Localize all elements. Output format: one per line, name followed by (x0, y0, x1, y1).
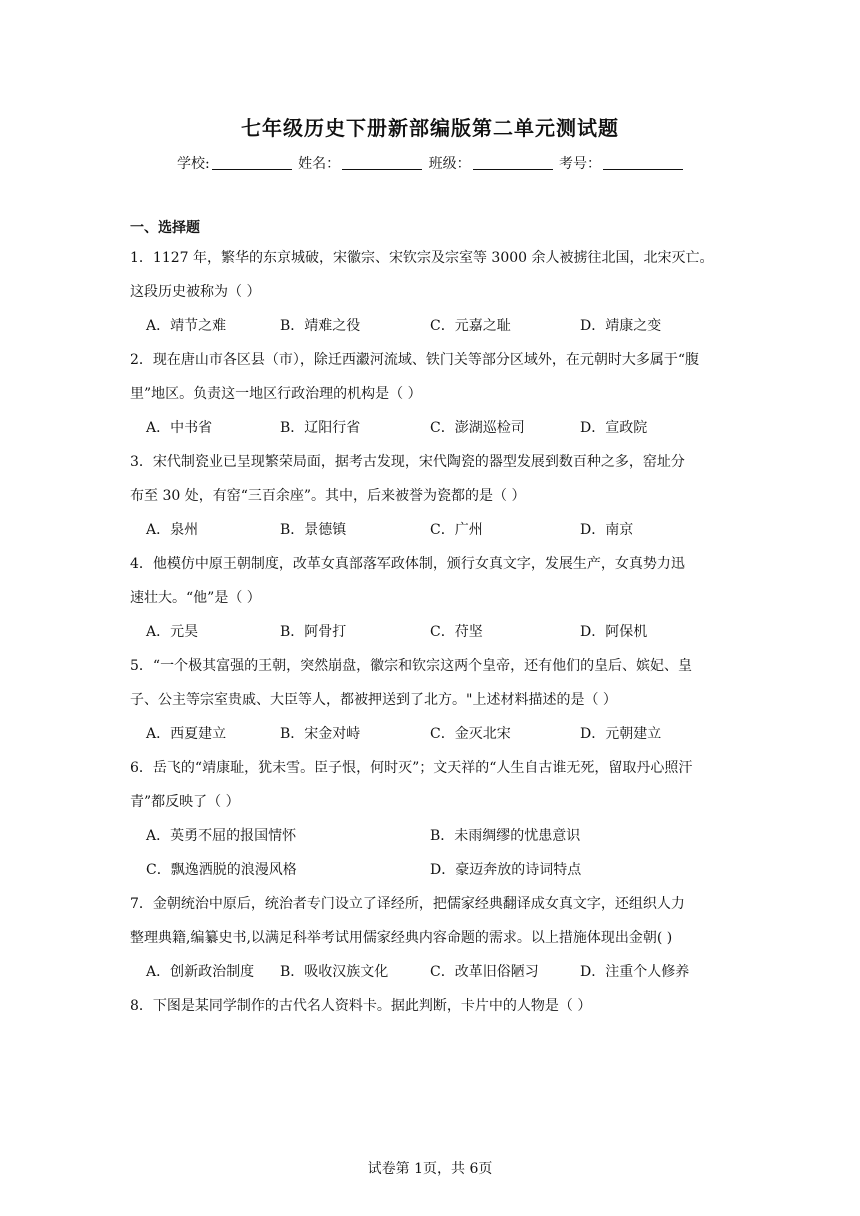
answer-option[interactable]: C．飘逸洒脱的浪漫风格 (146, 862, 297, 878)
options-row (130, 513, 734, 547)
answer-option[interactable]: B．吸收汉族文化 (280, 964, 389, 980)
question-stem-continued: 子、公主等宗室贵戚、大臣等人，都被押送到了北方。"上述材料描述的是（ ） (130, 692, 617, 708)
answer-option[interactable]: A．靖节之难 (146, 318, 227, 334)
answer-option[interactable]: A．中书省 (146, 420, 213, 436)
answer-option[interactable]: C．澎湖巡检司 (430, 420, 525, 436)
options-row (130, 615, 734, 649)
student-info-row (0, 153, 860, 173)
page-title: 七年级历史下册新部编版第二单元测试题 (241, 116, 619, 140)
answer-option[interactable]: B．靖难之役 (280, 318, 361, 334)
answer-option[interactable]: B．未雨绸缪的忧患意识 (430, 828, 581, 844)
answer-option[interactable]: C．苻坚 (430, 624, 483, 640)
question-stem: 7．金朝统治中原后，统治者专门设立了译经所，把儒家经典翻译成女真文字，还组织人力 (130, 896, 685, 912)
name-blank[interactable] (342, 155, 422, 170)
answer-option[interactable]: C．金灭北宋 (430, 726, 511, 742)
question-stem-continued: 速壮大。“他”是（ ） (130, 590, 261, 606)
class-label: 班级： (428, 156, 471, 172)
question-item (130, 241, 734, 343)
question-stem: 5．“一个极其富强的王朝，突然崩盘，徽宗和钦宗这两个皇帝，还有他们的皇后、嫔妃、皇 (130, 658, 693, 674)
section-heading: 一、选择题 (130, 220, 200, 236)
answer-option[interactable]: D．阿保机 (580, 624, 648, 640)
question-item (130, 343, 734, 445)
school-blank[interactable] (212, 155, 292, 170)
answer-option[interactable]: B．景德镇 (280, 522, 347, 538)
question-item (130, 887, 734, 989)
name-label: 姓名： (298, 156, 341, 172)
question-item (130, 989, 734, 1023)
page-footer: 试卷第 1页，共 6页 (367, 1161, 493, 1177)
answer-option[interactable]: B．阿骨打 (280, 624, 347, 640)
answer-option[interactable]: B．辽阳行省 (280, 420, 361, 436)
class-field (429, 153, 553, 173)
options-row (130, 309, 734, 343)
options-row (130, 955, 734, 989)
options-row (130, 819, 734, 853)
question-stem-continued: 青”都反映了（ ） (130, 794, 240, 810)
name-field (298, 153, 422, 173)
question-stem-continued: 里”地区。负责这一地区行政治理的机构是（ ） (130, 386, 422, 402)
answer-option[interactable]: A．创新政治制度 (146, 964, 255, 980)
options-row (130, 411, 734, 445)
question-item (130, 547, 734, 649)
options-row (130, 717, 734, 751)
answer-option[interactable]: A．西夏建立 (146, 726, 227, 742)
exam-no-label: 考号： (559, 156, 602, 172)
school-label: 学校: (176, 156, 210, 172)
question-item (130, 751, 734, 887)
question-list (130, 241, 734, 1023)
answer-option[interactable]: D．南京 (580, 522, 634, 538)
answer-option[interactable]: D．元朝建立 (580, 726, 662, 742)
question-stem: 1．1127 年，繁华的东京城破，宋徽宗、宋钦宗及宗室等 3000 余人被掳往北国，北宋灭亡。 (130, 250, 714, 266)
exam-no-field (559, 153, 683, 173)
question-item (130, 445, 734, 547)
question-stem-continued: 这段历史被称为（ ） (130, 284, 261, 300)
question-stem-continued: 布至 30 处，有窑“三百余座”。其中，后来被誉为瓷都的是（ ） (130, 488, 526, 504)
class-blank[interactable] (473, 155, 553, 170)
question-stem: 2．现在唐山市各区县（市），除迁西瀫河流域、铁门关等部分区域外，在元朝时大多属于“腹 (130, 352, 700, 368)
answer-option[interactable]: A．泉州 (146, 522, 199, 538)
question-stem: 3．宋代制瓷业已呈现繁荣局面，据考古发现，宋代陶瓷的器型发展到数百种之多，窑址分 (130, 454, 685, 470)
answer-option[interactable]: D．靖康之变 (580, 318, 662, 334)
exam-no-blank[interactable] (603, 155, 683, 170)
answer-option[interactable]: C．元嘉之耻 (430, 318, 511, 334)
options-row (130, 853, 734, 887)
answer-option[interactable]: D．宣政院 (580, 420, 648, 436)
answer-option[interactable]: D．注重个人修养 (580, 964, 690, 980)
answer-option[interactable]: C．广州 (430, 522, 483, 538)
answer-option[interactable]: B．宋金对峙 (280, 726, 361, 742)
question-stem: 8．下图是某同学制作的古代名人资料卡。据此判断，卡片中的人物是（ ） (130, 998, 592, 1014)
question-stem: 4．他模仿中原王朝制度，改革女真部落军政体制，颁行女真文字，发展生产，女真势力迅 (130, 556, 685, 572)
answer-option[interactable]: A．元昊 (146, 624, 199, 640)
school-field (177, 153, 292, 173)
answer-option[interactable]: C．改革旧俗陋习 (430, 964, 539, 980)
question-stem: 6．岳飞的“靖康耻，犹未雪。臣子恨，何时灭”；文天祥的“人生自古谁无死，留取丹心照汗 (130, 760, 693, 776)
answer-option[interactable]: D．豪迈奔放的诗词特点 (430, 862, 582, 878)
question-stem-continued: 整理典籍,编纂史书,以满足科举考试用儒家经典内容命题的需求。以上措施体现出金朝( ) (130, 930, 673, 946)
answer-option[interactable]: A．英勇不屈的报国情怀 (146, 828, 297, 844)
question-item (130, 649, 734, 751)
